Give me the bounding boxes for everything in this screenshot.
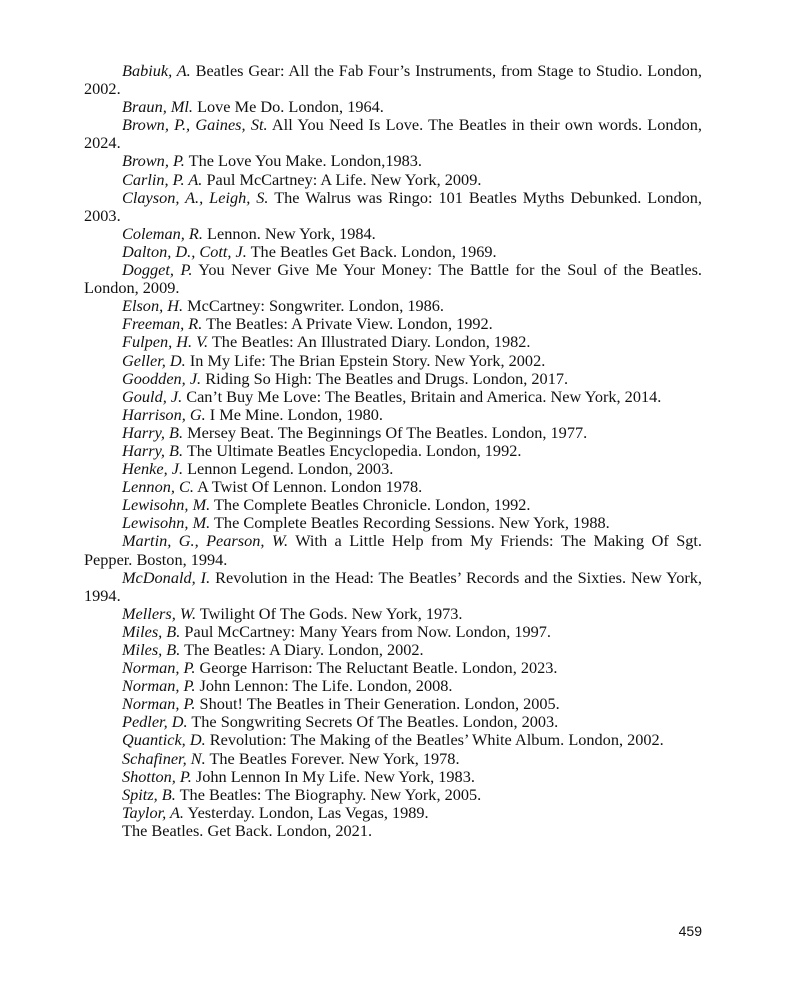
- entry-author: Taylor, A.: [122, 802, 184, 822]
- entry-title: McCartney: Songwriter. London, 1986.: [187, 296, 444, 316]
- entry-author: Shotton, P.: [122, 766, 192, 786]
- entry-title: John Lennon: The Life. London, 2008.: [199, 676, 453, 696]
- entry-author: Babiuk, A.: [122, 61, 191, 80]
- entry-title: The Love You Make. London,1983.: [188, 151, 422, 171]
- bibliography-entry: [84, 786, 702, 804]
- entry-author: Brown, P., Gaines, St.: [122, 115, 268, 135]
- bibliography-entry: [84, 605, 702, 623]
- entry-author: Brown, P.: [122, 151, 185, 171]
- entry-title: The Walrus was Ringo: 101 Beatles Myths Debunked. London, 2003.: [84, 187, 703, 225]
- bibliography-entry: [84, 297, 702, 315]
- entry-author: Harry, B.: [122, 422, 184, 442]
- entry-title: The Songwriting Secrets Of The Beatles. London, 2003.: [191, 712, 559, 732]
- entry-author: Schafiner, N.: [122, 748, 206, 768]
- entry-author: Lewisohn, M.: [122, 495, 211, 515]
- entry-title: With a Little Help from My Friends: The Making Of Sgt. Pepper. Boston, 1994.: [84, 531, 702, 569]
- entry-author: Goodden, J.: [122, 368, 202, 388]
- bibliography-entry: [84, 695, 702, 713]
- bibliography-entry: [84, 659, 702, 677]
- bibliography-entry: [84, 171, 702, 189]
- bibliography-list: [84, 62, 702, 840]
- entry-title: Mersey Beat. The Beginnings Of The Beatles. London, 1977.: [187, 422, 588, 442]
- entry-title: Revolution: The Making of the Beatles’ White Album. London, 2002.: [209, 730, 664, 750]
- bibliography-entry: [84, 641, 702, 659]
- entry-author: Fulpen, H. V.: [122, 332, 209, 352]
- entry-title: Shout! The Beatles in Their Generation. London, 2005.: [199, 694, 560, 714]
- entry-title: Paul McCartney: A Life. New York, 2009.: [206, 169, 482, 189]
- entry-author: Dogget, P.: [122, 260, 193, 280]
- entry-author: Braun, Ml.: [122, 97, 193, 117]
- bibliography-entry: [84, 424, 702, 442]
- entry-title: Lennon. New York, 1984.: [207, 223, 376, 243]
- bibliography-entry: [84, 225, 702, 243]
- entry-title: The Beatles Get Back. London, 1969.: [250, 241, 497, 261]
- entry-title: In My Life: The Brian Epstein Story. New York, 2002.: [189, 350, 546, 370]
- bibliography-entry: [84, 152, 702, 170]
- bibliography-entry: [84, 261, 702, 297]
- bibliography-entry: [84, 352, 702, 370]
- entry-author: Pedler, D.: [122, 712, 188, 732]
- entry-author: McDonald, I.: [122, 567, 211, 587]
- entry-author: Harrison, G.: [122, 404, 206, 424]
- bibliography-entry: [84, 750, 702, 768]
- entry-title: The Beatles. Get Back. London, 2021.: [122, 820, 373, 840]
- bibliography-entry: [84, 370, 702, 388]
- entry-title: Lennon Legend. London, 2003.: [187, 459, 394, 479]
- bibliography-entry: [84, 731, 702, 749]
- bibliography-entry: [84, 98, 702, 116]
- bibliography-entry: [84, 315, 702, 333]
- entry-title: A Twist Of Lennon. London 1978.: [197, 477, 423, 497]
- entry-title: Yesterday. London, Las Vegas, 1989.: [187, 802, 429, 822]
- entry-title: John Lennon In My Life. New York, 1983.: [195, 766, 475, 786]
- entry-author: Gould, J.: [122, 386, 183, 406]
- bibliography-entry: [84, 478, 702, 496]
- entry-author: Coleman, R.: [122, 223, 203, 243]
- entry-author: Miles, B.: [122, 640, 181, 659]
- entry-title: The Beatles: A Private View. London, 1992.: [206, 314, 493, 334]
- entry-title: The Beatles Forever. New York, 1978.: [209, 748, 460, 768]
- entry-title: All You Need Is Love. The Beatles in their own words. London, 2024.: [84, 115, 702, 153]
- bibliography-entry: [84, 62, 702, 98]
- bibliography-entry: [84, 460, 702, 478]
- bibliography-entry: [84, 388, 702, 406]
- entry-title: Love Me Do. London, 1964.: [197, 97, 384, 117]
- entry-author: Carlin, P. A.: [122, 169, 203, 189]
- entry-author: Freeman, R.: [122, 314, 203, 334]
- entry-title: The Beatles: The Biography. New York, 2005.: [179, 784, 482, 804]
- entry-author: Quantick, D.: [122, 730, 206, 750]
- entry-author: Miles, B.: [122, 621, 181, 641]
- entry-title: The Beatles: An Illustrated Diary. London, 1982.: [211, 332, 531, 352]
- bibliography-entry: [84, 532, 702, 568]
- entry-title: The Complete Beatles Recording Sessions. New York, 1988.: [213, 513, 610, 533]
- bibliography-entry: [84, 442, 702, 460]
- bibliography-entry: [84, 189, 702, 225]
- bibliography-entry: [84, 822, 702, 840]
- bibliography-entry: [84, 496, 702, 514]
- entry-title: Riding So High: The Beatles and Drugs. London, 2017.: [205, 368, 569, 388]
- bibliography-entry: [84, 677, 702, 695]
- entry-title: Can’t Buy Me Love: The Beatles, Britain and America. New York, 2014.: [186, 386, 662, 406]
- entry-title: Revolution in the Head: The Beatles’ Records and the Sixties. New York, 1994.: [84, 567, 702, 605]
- entry-author: Lennon, C.: [122, 477, 194, 497]
- entry-title: You Never Give Me Your Money: The Battle for the Soul of the Beatles. London, 2009.: [84, 260, 702, 298]
- entry-title: The Ultimate Beatles Encyclopedia. London, 1992.: [186, 440, 522, 460]
- entry-title: The Beatles: A Diary. London, 2002.: [184, 640, 424, 659]
- entry-author: Spitz, B.: [122, 784, 176, 804]
- entry-title: I Me Mine. London, 1980.: [209, 404, 383, 424]
- bibliography-entry: [84, 804, 702, 822]
- entry-author: Norman, P.: [122, 658, 196, 678]
- bibliography-entry: [84, 569, 702, 605]
- entry-title: Beatles Gear: All the Fab Four’s Instruments, from Stage to Studio. London, 2002.: [84, 61, 702, 99]
- bibliography-entry: [84, 514, 702, 532]
- entry-author: Martin, G., Pearson, W.: [122, 531, 289, 551]
- bibliography-entry: [84, 333, 702, 351]
- entry-author: Dalton, D., Cott, J.: [122, 241, 247, 261]
- entry-author: Norman, P.: [122, 694, 196, 714]
- entry-author: Norman, P.: [122, 676, 196, 696]
- entry-author: Henke, J.: [122, 459, 184, 479]
- entry-author: Clayson, A., Leigh, S.: [122, 187, 269, 207]
- bibliography-entry: [84, 623, 702, 641]
- entry-author: Harry, B.: [122, 440, 184, 460]
- entry-author: Mellers, W.: [122, 603, 197, 623]
- entry-title: The Complete Beatles Chronicle. London, 1992.: [213, 495, 531, 515]
- bibliography-entry: [84, 406, 702, 424]
- entry-author: Elson, H.: [122, 296, 184, 316]
- bibliography-entry: [84, 243, 702, 261]
- entry-author: Lewisohn, M.: [122, 513, 211, 533]
- bibliography-entry: [84, 116, 702, 152]
- entry-author: Geller, D.: [122, 350, 186, 370]
- bibliography-entry: [84, 768, 702, 786]
- bibliography-entry: [84, 713, 702, 731]
- entry-title: George Harrison: The Reluctant Beatle. London, 2023.: [199, 658, 558, 678]
- page-number: 459: [678, 923, 702, 939]
- entry-title: Paul McCartney: Many Years from Now. London, 1997.: [184, 621, 551, 641]
- entry-title: Twilight Of The Gods. New York, 1973.: [199, 603, 463, 623]
